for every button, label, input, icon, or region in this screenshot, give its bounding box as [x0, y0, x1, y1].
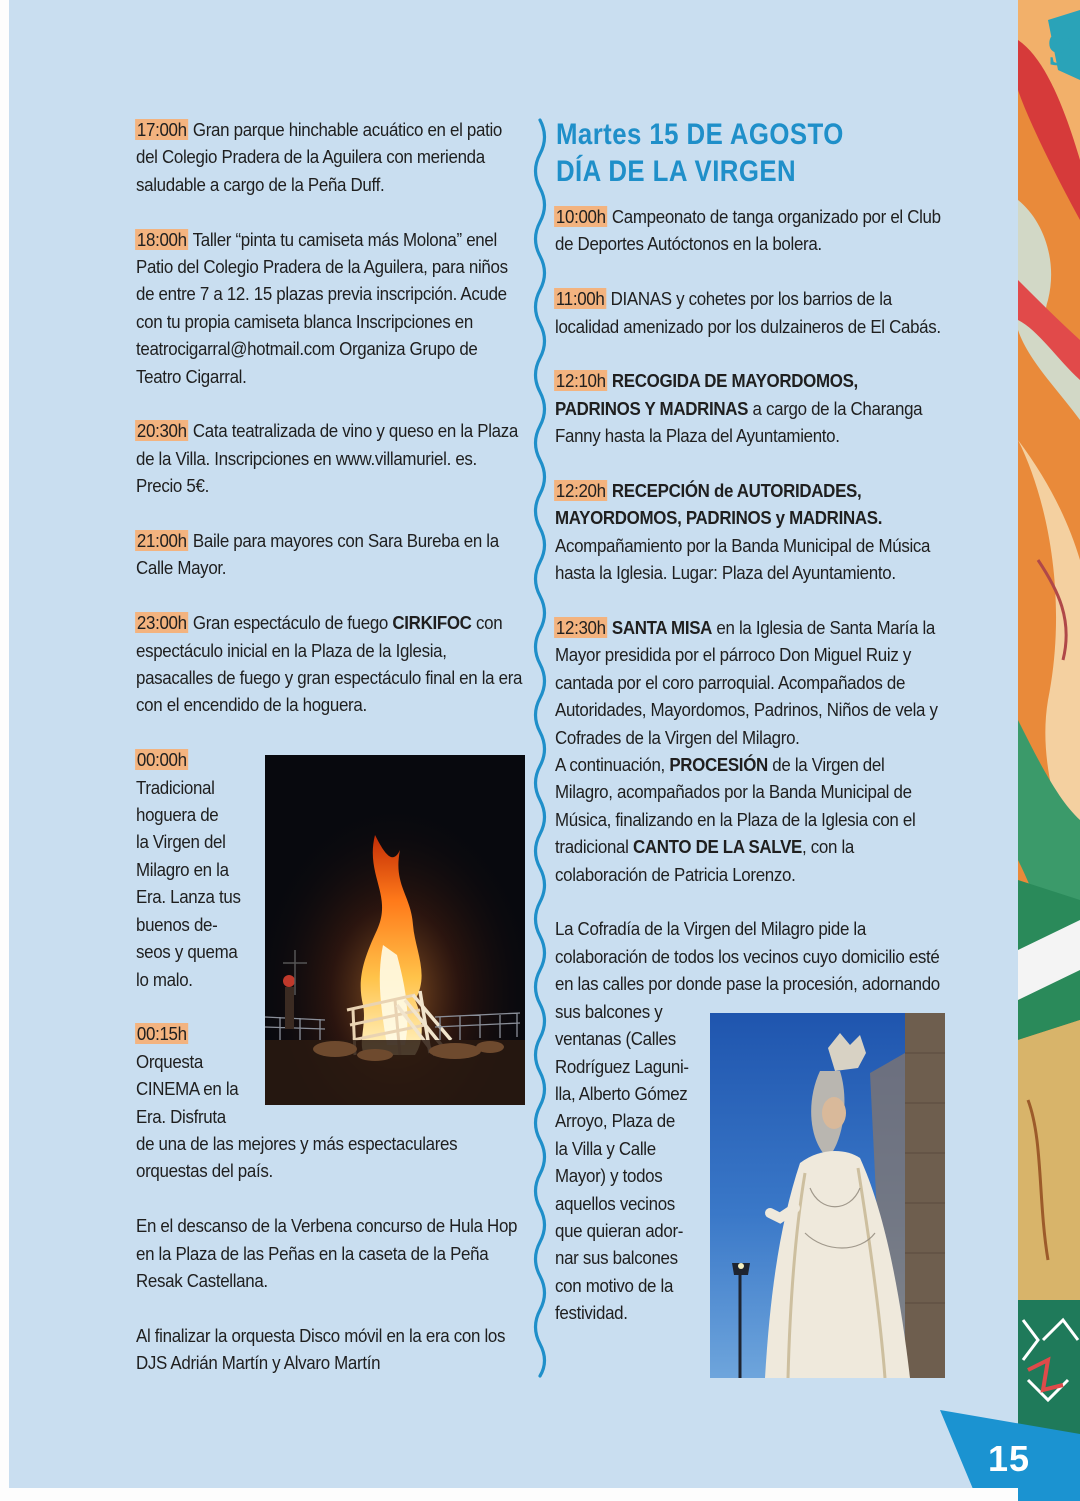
event-10h: 10:00h Campeonato de tanga organizado por el Club de Deportes Autóctonos en la bolera. [555, 206, 941, 255]
time-badge: 00:00h [136, 749, 187, 771]
time-badge: 23:00h [136, 612, 187, 634]
event-2030h: 20:30h Cata teatralizada de vino y queso en la Plaza de la Villa. Inscripciones en www.villamuriel. es. Precio 5€. [136, 420, 518, 497]
event-21h: 21:00h Baile para mayores con Sara Bureba en la Calle Mayor. [136, 530, 499, 579]
svg-text:9: 9 [1048, 23, 1072, 76]
time-badge: 21:00h [136, 530, 187, 552]
page-edge [0, 0, 9, 1501]
heading-date: Martes 15 DE AGOSTO [556, 118, 844, 151]
event-11h: 11:00h DIANAS y cohetes por los barrios de la localidad amenizado por los dulzaineros de El Cabás. [555, 288, 941, 337]
event-23h: 23:00h Gran espectáculo de fuego CIRKIFOC con espectáculo inicial en la Plaza de la Iglesia, pasacalles de fuego y gran espectáculo final en la era con el encendido de la hoguera. [136, 612, 523, 716]
event-1210h: 12:10h RECOGIDA DE MAYORDOMOS, PADRINOS Y MADRINAS a cargo de la Charanga Fanny hasta la Plaza del Ayuntamiento. [555, 370, 923, 447]
time-badge: 10:00h [555, 206, 606, 227]
time-badge: 12:20h [555, 480, 606, 502]
event-midnight: 00:00h Tradicional hoguera de la Virgen del Milagro en la Era. Lanza tus buenos de- seos y quema lo malo. [136, 749, 241, 990]
heading-title: DÍA DE LA VIRGEN [556, 155, 797, 188]
cofradia-text: La Cofradía de la Virgen del Milagro pide la colaboración de todos los vecinos cuyo domicilio esté en las calles por donde pase la procesión, adornando sus balcones y ventanas (Calles Rodríguez Laguni- lla, Alberto Gómez Arroyo, Plaza de la Villa y Calle Mayor) y todos aquellos vecinos que quieran ador- nar sus balcones con motivo de la festividad. [555, 918, 940, 1324]
page-edge [0, 1488, 1018, 1501]
time-badge: 18:00h [136, 228, 187, 250]
disco-text: Al finalizar la orquesta Disco móvil en la era con los DJS Adrián Martín y Alvaro Martín [136, 1324, 506, 1374]
time-badge: 11:00h [555, 288, 605, 310]
time-badge: 20:30h [136, 420, 187, 442]
event-1220h: 12:20h RECEPCIÓN de AUTORIDADES, MAYORDOMOS, PADRINOS y MADRINAS. Acompañamiento por la Banda Municipal de Música hasta la Iglesia. Lugar: Plaza del Ayuntamiento. [555, 480, 931, 584]
event-18h: 18:00h Taller “pinta tu camiseta más Molona” enel Patio del Colegio Pradera de la Aguilera, para niños de entre 7 a 12. 15 plazas previa inscripción. Acude con tu propia camiseta blanca Inscripciones en teatrocigarral@hotmail.com Organiza Grupo de Teatro Cigarral. [136, 228, 508, 387]
time-badge: 12:30h [555, 617, 606, 639]
page-number: 15 [988, 1438, 1031, 1479]
decorative-border [1018, 0, 1080, 1501]
bonfire-photo [265, 755, 525, 1105]
hula-hop-text: En el descanso de la Verbena concurso de Hula Hop en la Plaza de las Peñas en la caseta de la Peña Resak Castellana. [136, 1215, 518, 1291]
event-0015h: 00:15h Orquesta CINEMA en la Era. Disfruta de una de las mejores y más espectaculares orquestas del país. [136, 1023, 458, 1182]
day-heading [556, 116, 844, 190]
time-badge: 00:15h [136, 1023, 187, 1045]
time-badge: 12:10h [555, 370, 606, 392]
virgin-statue-photo [710, 1013, 945, 1378]
time-badge: 17:00h [136, 119, 187, 140]
event-1230h: 12:30h SANTA MISA en la Iglesia de Santa María la Mayor presidida por el párroco Don Miguel Ruiz y cantada por el coro parroquial. Acompañados de Autoridades, Mayordomos, Padrinos, Niños de vela y Cofrades de la Virgen del Milagro. A continuación, PROCESIÓN de la Virgen del Milagro, acompañados por la Banda Municipal de Música, finalizando en la Plaza de la Iglesia con el tradicional CANTO DE LA SALVE, con la colaboración de Patricia Lorenzo. [555, 617, 938, 885]
event-17h: 17:00h Gran parque hinchable acuático en el patio del Colegio Pradera de la Aguilera con merienda saludable a cargo de la Peña Duff. [136, 119, 503, 195]
